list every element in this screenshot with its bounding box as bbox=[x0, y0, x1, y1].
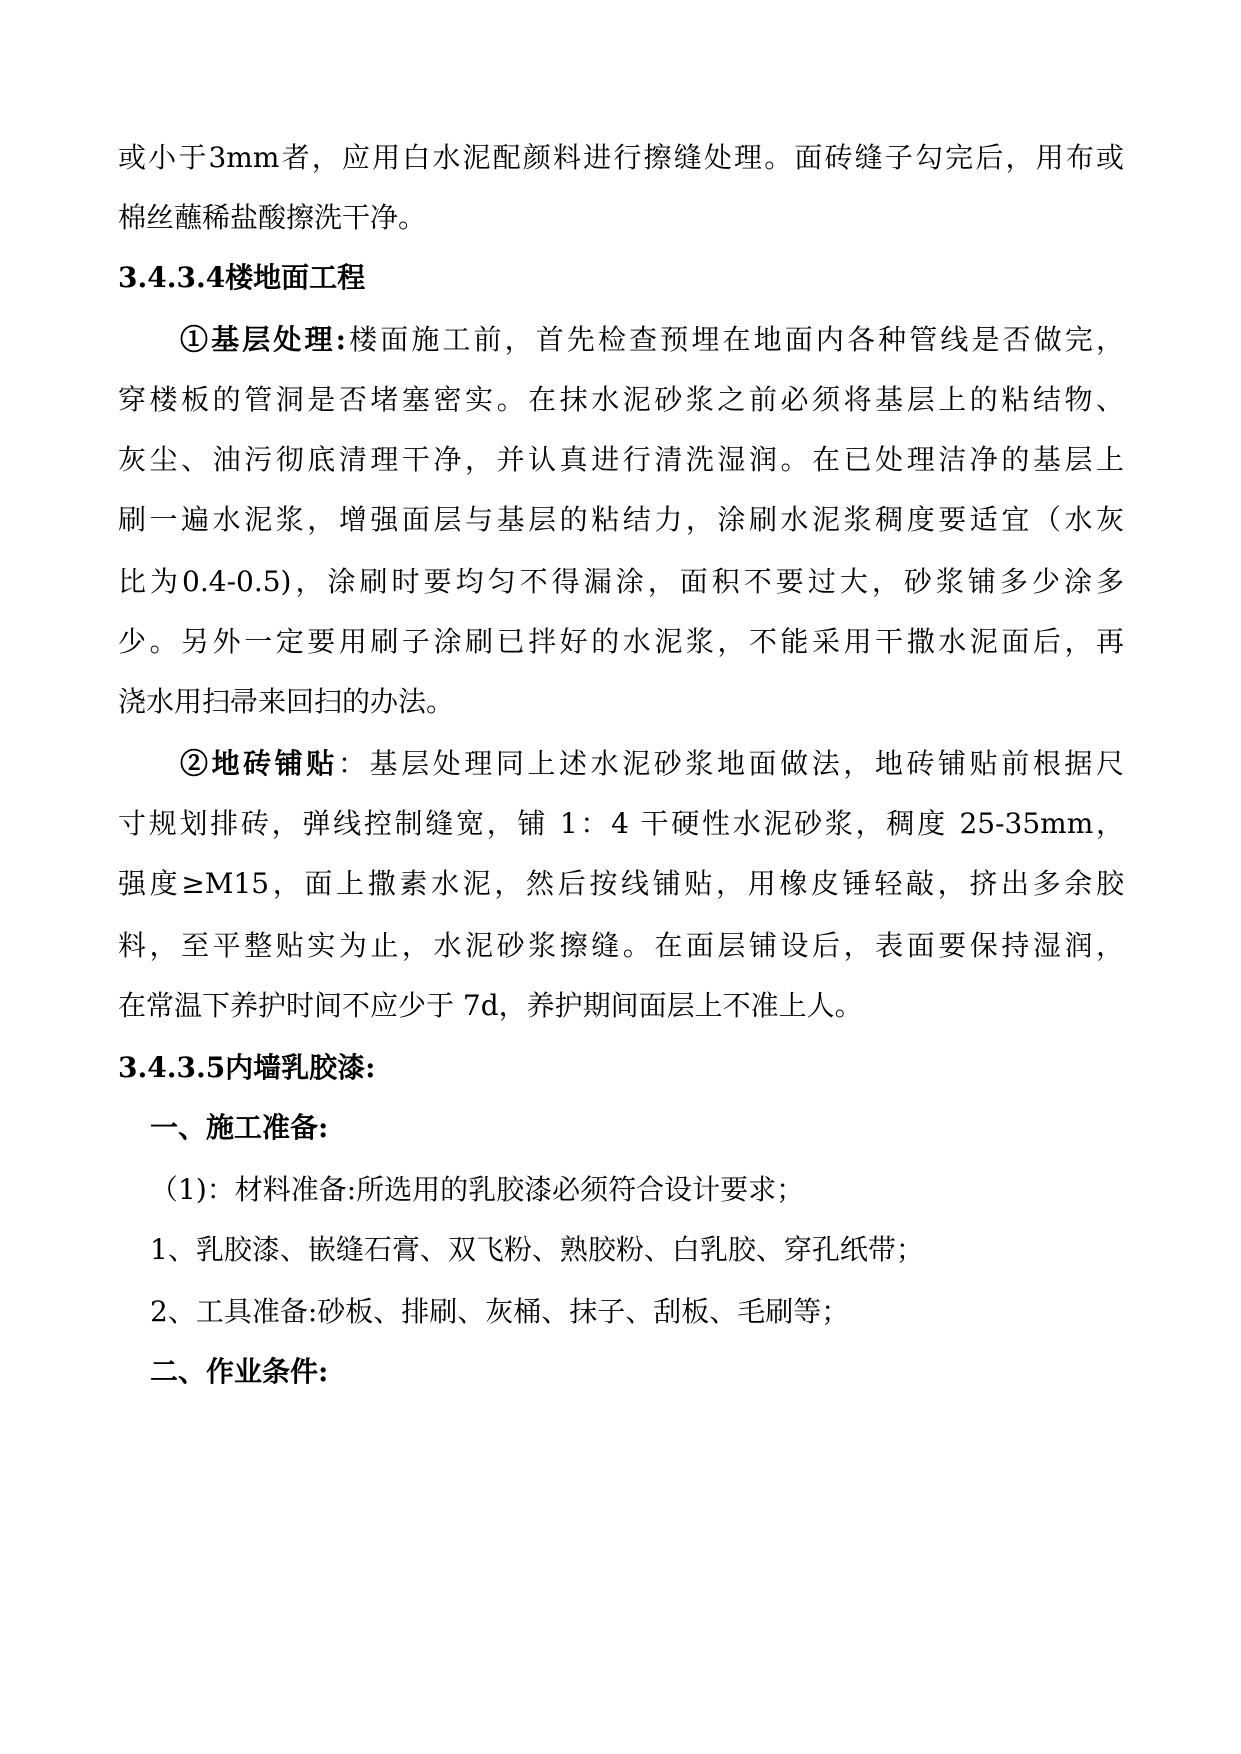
paragraph-line bbox=[180, 744, 1124, 784]
paragraph-line: 寸规划排砖，弹线控制缝宽，铺 1：4 干硬性水泥砂浆，稠度 25-35mm， bbox=[118, 807, 1124, 840]
paragraph-line bbox=[180, 320, 1124, 360]
paragraph-line: 穿楼板的管洞是否堵塞密实。在抹水泥砂浆之前必须将基层上的粘结物、 bbox=[118, 383, 1124, 416]
paragraph-line: 在常温下养护时间不应少于 7d，养护期间面层上不准上人。 bbox=[118, 989, 863, 1022]
paragraph-line: 刷一遍水泥浆，增强面层与基层的粘结力，涂刷水泥浆稠度要适宜（水灰 bbox=[118, 503, 1124, 536]
list-item: 2、工具准备:砂板、排刷、灰桶、抹子、刮板、毛刷等； bbox=[150, 1295, 850, 1328]
text-line: 棉丝蘸稀盐酸擦洗干净。 bbox=[118, 201, 427, 234]
subsection-heading: 二、作业条件: bbox=[150, 1355, 329, 1388]
paragraph-line: 比为0.4-0.5)，涂刷时要均匀不得漏涂，面积不要过大，砂浆铺多少涂多 bbox=[118, 565, 1124, 598]
paragraph-line: 少。另外一定要用刷子涂刷已拌好的水泥浆，不能采用干撒水泥面后，再 bbox=[118, 625, 1124, 658]
item-label: ②地砖铺贴 bbox=[180, 747, 338, 780]
paragraph-line: 浇水用扫帚来回扫的办法。 bbox=[118, 685, 455, 718]
paragraph-text: ：基层处理同上述水泥砂浆地面做法，地砖铺贴前根据尺 bbox=[337, 747, 1124, 780]
item-label-colon: : bbox=[335, 323, 346, 356]
section-heading: 3.4.3.4楼地面工程 bbox=[118, 261, 366, 294]
paragraph-line: 强度≥M15，面上撒素水泥，然后按线铺贴，用橡皮锤轻敲，挤出多余胶 bbox=[118, 867, 1124, 900]
section-heading: 3.4.3.5内墙乳胶漆: bbox=[118, 1051, 376, 1084]
paragraph-line: 料，至平整贴实为止，水泥砂浆擦缝。在面层铺设后，表面要保持湿润， bbox=[118, 929, 1124, 962]
list-item: （1)：材料准备:所选用的乳胶漆必须符合设计要求； bbox=[150, 1173, 805, 1206]
text-line: 或小于3mm者，应用白水泥配颜料进行擦缝处理。面砖缝子勾完后，用布或 bbox=[118, 141, 1124, 174]
subsection-heading: 一、施工准备: bbox=[150, 1111, 329, 1144]
paragraph-line: 灰尘、油污彻底清理干净，并认真进行清洗湿润。在已处理洁净的基层上 bbox=[118, 443, 1124, 476]
list-item: 1、乳胶漆、嵌缝石膏、双飞粉、熟胶粉、白乳胶、穿孔纸带； bbox=[150, 1233, 924, 1266]
item-label: ①基层处理 bbox=[180, 323, 336, 356]
paragraph-text: 楼面施工前，首先检查预埋在地面内各种管线是否做完， bbox=[345, 323, 1124, 356]
